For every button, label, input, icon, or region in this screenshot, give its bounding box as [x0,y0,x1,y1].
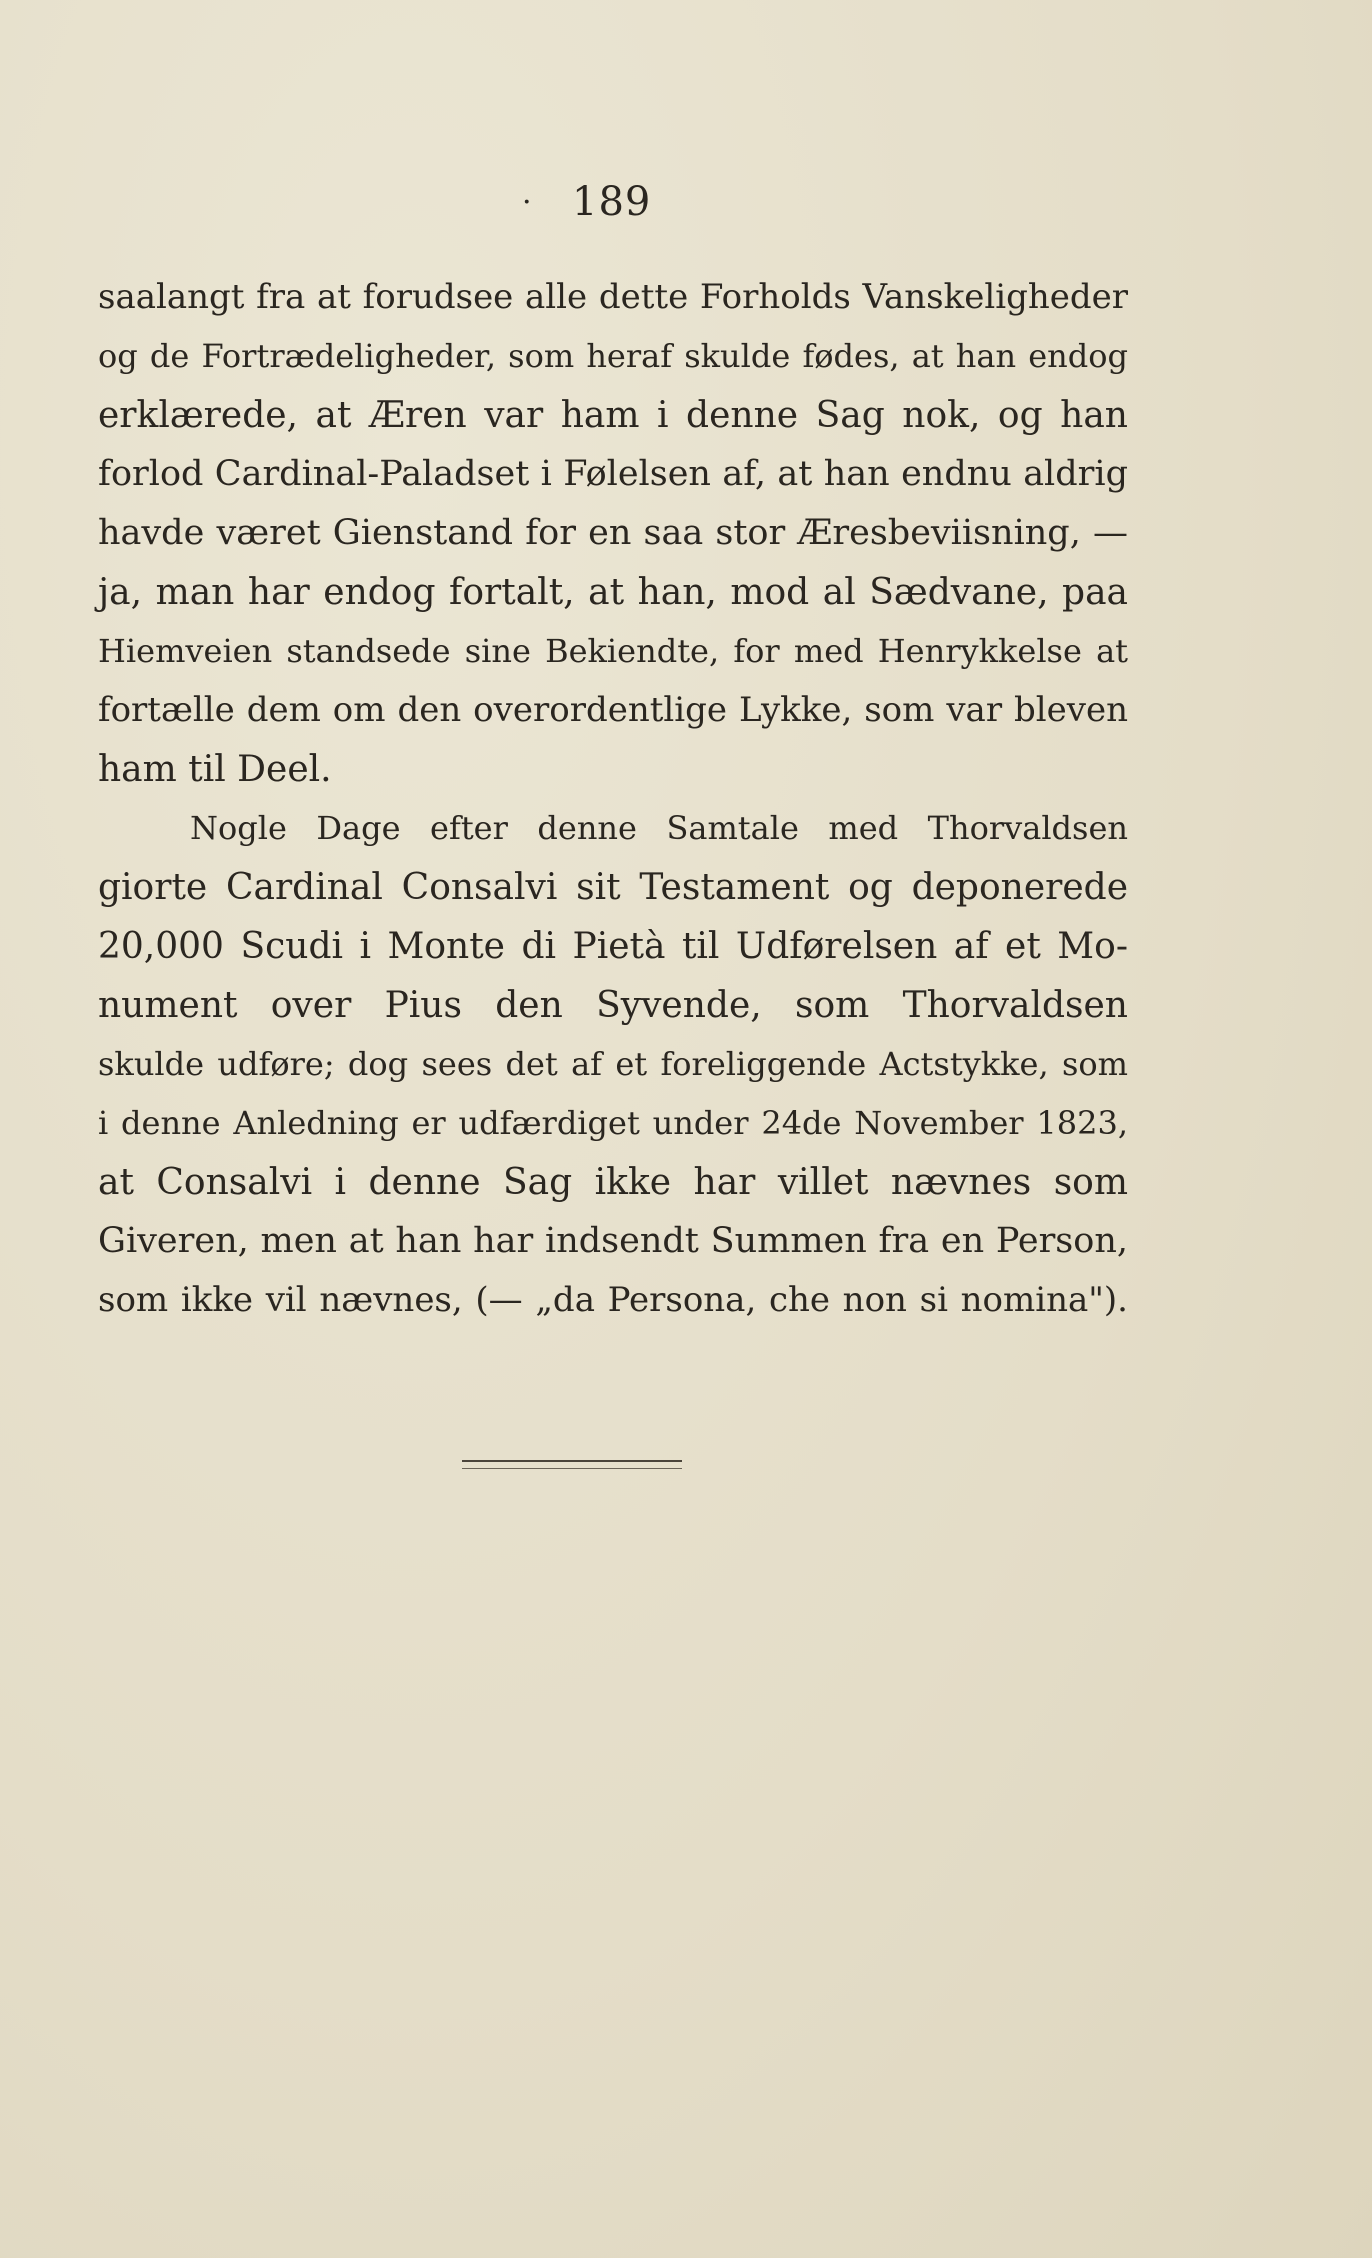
section-divider-thin [462,1468,682,1469]
text-line: Hiemveien standsede sine Bekiendte, for med Henrykkelse at [98,632,1128,670]
text-line: Nogle Dage efter denne Samtale med Thorvaldsen [190,809,1128,847]
text-line: havde været Gienstand for en saa stor Æresbeviisning, — [98,513,1128,553]
text-line: i denne Anledning er udfærdiget under 24de November 1823, [98,1104,1128,1142]
text-line: og de Fortrædeligheder, som heraf skulde fødes, at han endog [98,337,1128,375]
text-line: saalangt fra at forudsee alle dette Forholds Vanskeligheder [98,277,1128,317]
page-number: 189 [572,179,652,225]
text-line: erklærede, at Æren var ham i denne Sag nok, og han [98,395,1128,436]
text-line: ja, man har endog fortalt, at han, mod al Sædvane, paa [98,572,1128,613]
paragraph-1 [98,268,1128,799]
text-line: forlod Cardinal-Paladset i Følelsen af, at han endnu aldrig [98,454,1128,494]
text-line: at Consalvi i denne Sag ikke har villet nævnes som [98,1162,1128,1203]
section-divider [462,1460,682,1462]
page-marker: · [522,185,532,220]
text-line: Giveren, men at han har indsendt Summen fra en Person, [98,1221,1128,1261]
text-line: 20,000 Scudi i Monte di Pietà til Udførelsen af et Mo- [98,926,1128,967]
text-line: fortælle dem om den overordentlige Lykke, som var bleven [98,690,1128,730]
text-line: giorte Cardinal Consalvi sit Testament og deponerede [98,867,1128,908]
text-line: skulde udføre; dog sees det af et foreliggende Actstykke, som [98,1045,1128,1083]
body-text [98,268,1128,1330]
paragraph-2 [98,799,1128,1330]
text-line: ham til Deel. [98,749,332,790]
text-line: nument over Pius den Syvende, som Thorvaldsen [98,985,1128,1026]
text-line: som ikke vil nævnes, (— „da Persona, che non si nomina"). [98,1280,1128,1320]
